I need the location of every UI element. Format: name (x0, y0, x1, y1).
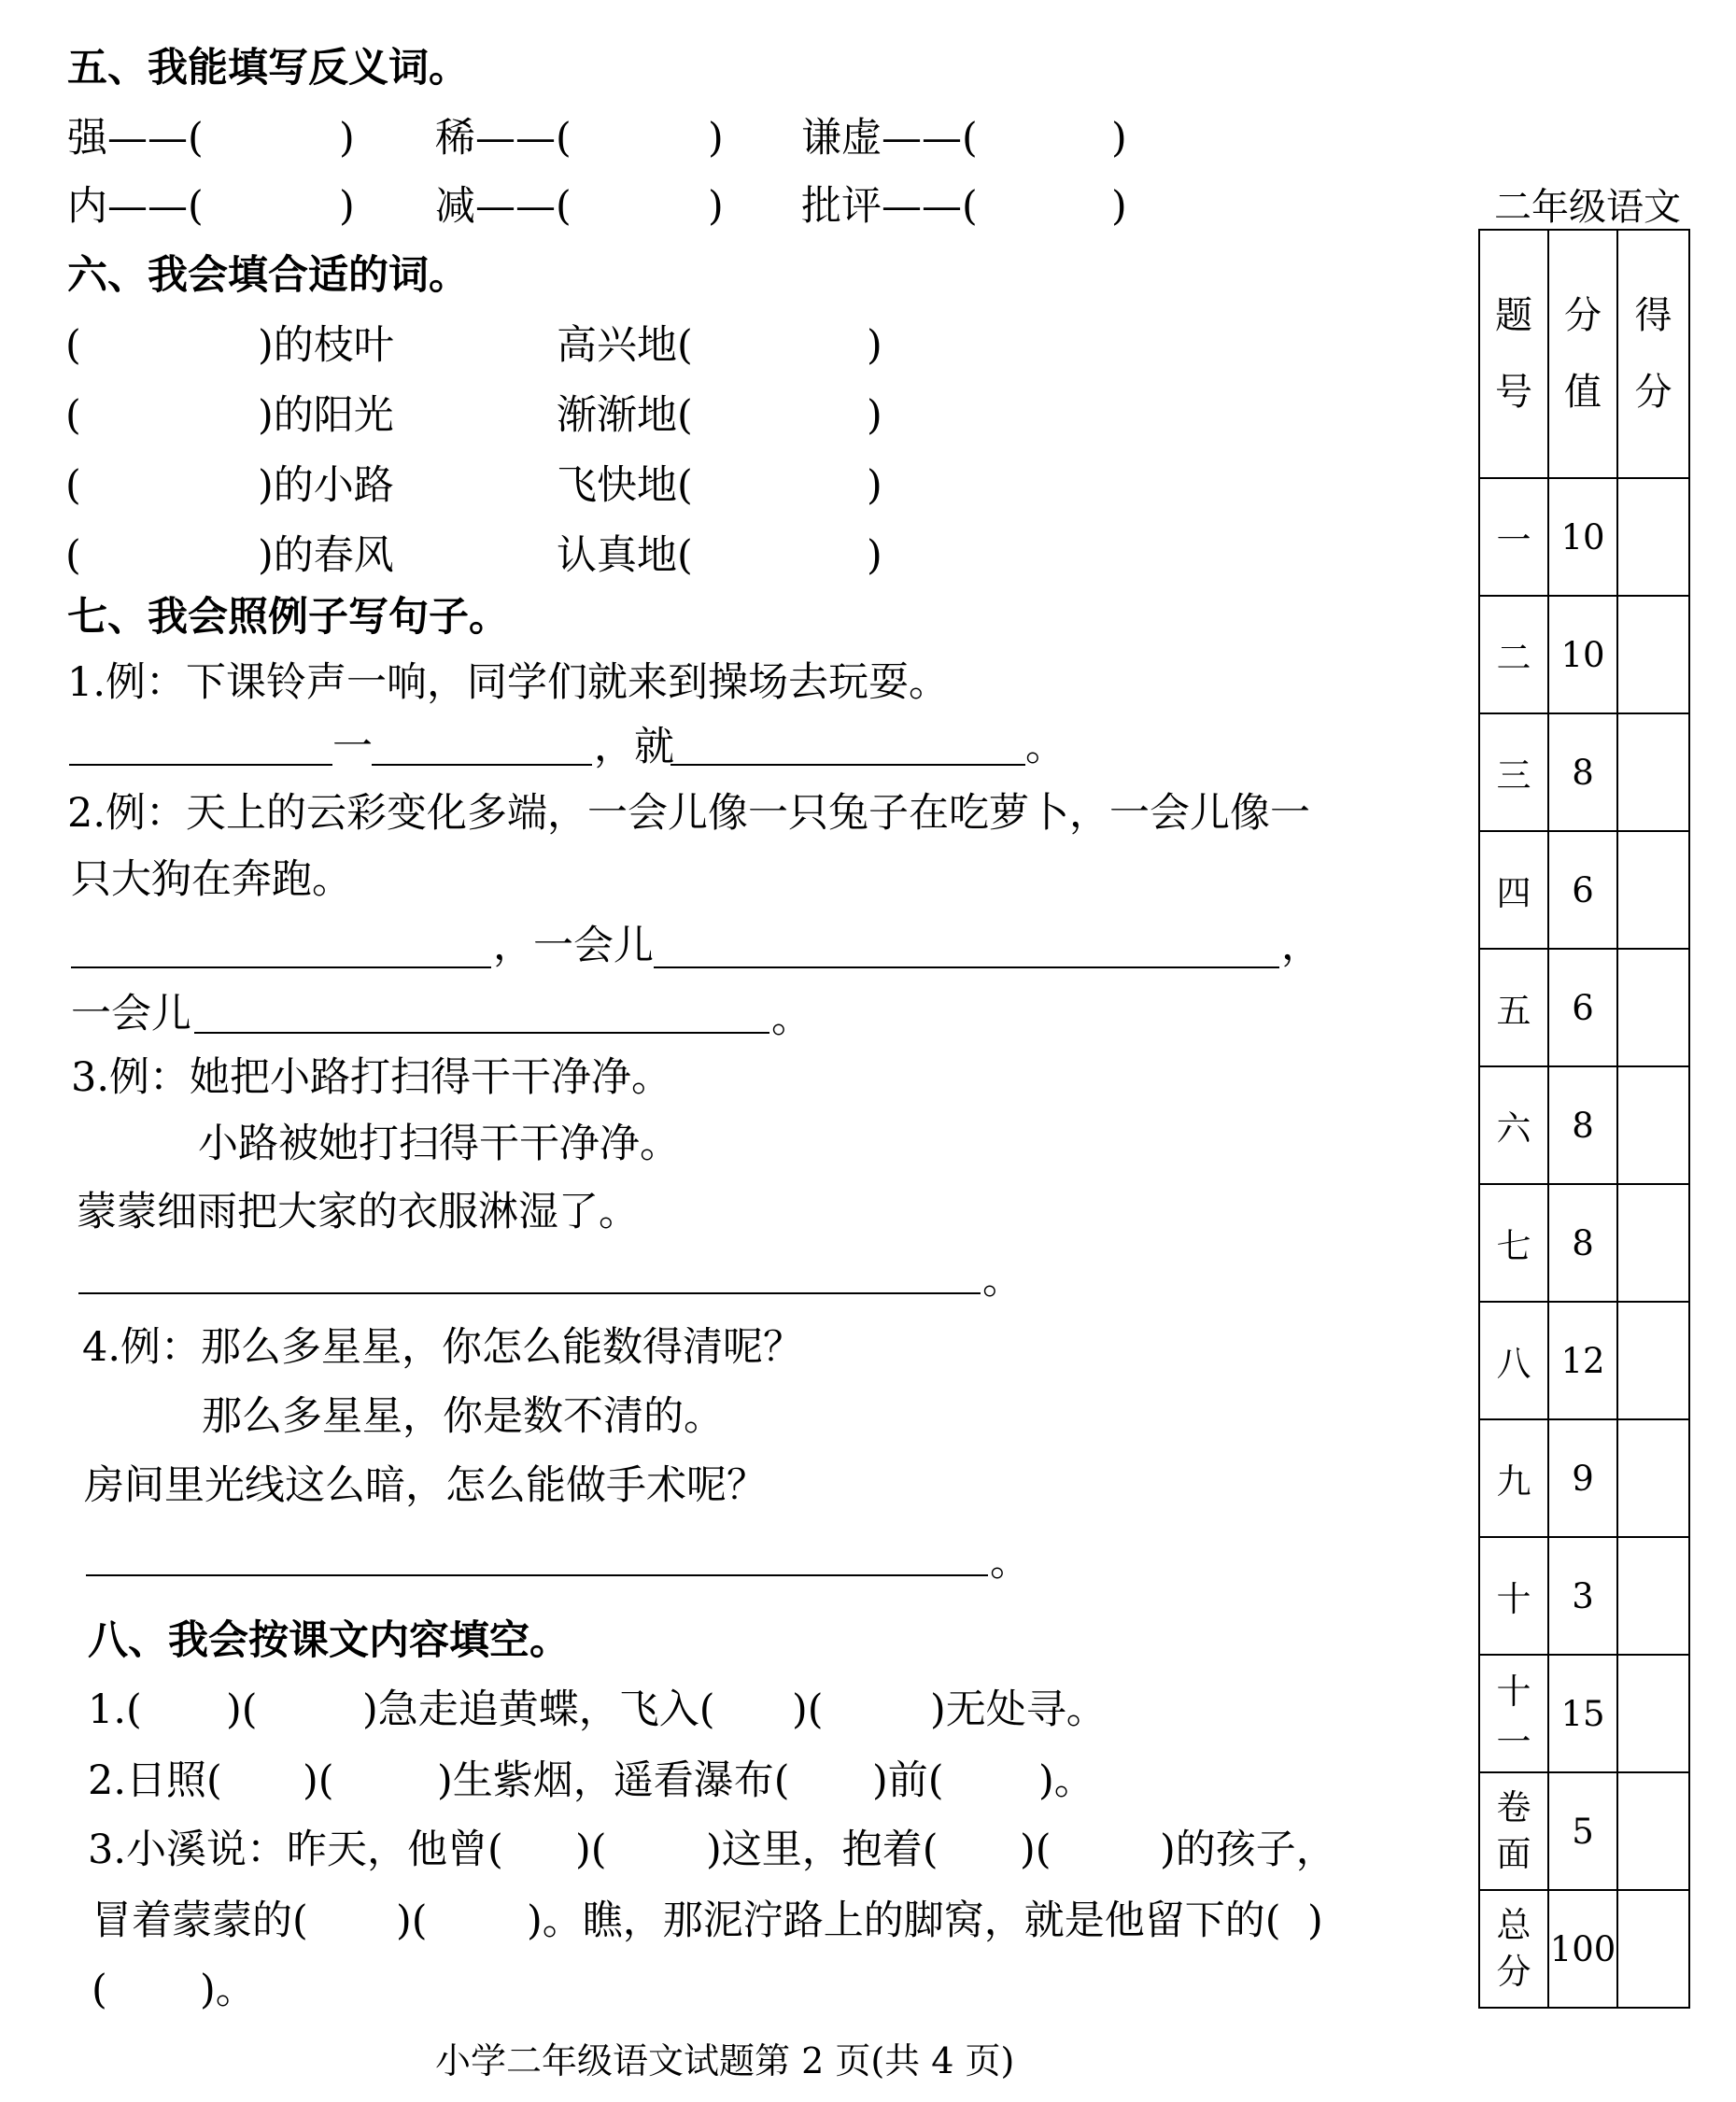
score-row (1479, 1184, 1689, 1302)
recite-4-c: )。瞧，那泥泞路上的脚窝，就是他留下的( (527, 1897, 1281, 1944)
fill-word-4-open: 渐渐地( (557, 392, 693, 439)
score-table (1478, 229, 1690, 2009)
question-number: 卷 面 (1479, 1772, 1548, 1890)
points-value: 8 (1548, 713, 1617, 831)
score-row (1479, 1537, 1689, 1655)
score-row (1479, 1302, 1689, 1419)
fill-word-7-open: ( (65, 532, 81, 579)
score-row (1479, 713, 1689, 831)
example-4-end: 。 (990, 1539, 1030, 1586)
fill-word-1-close: )的枝叶 (258, 322, 394, 369)
antonym-1-open: 强——( (67, 115, 204, 162)
antonym-6-close: ) (1111, 183, 1127, 230)
recite-1-a: 1.( (88, 1686, 142, 1733)
recite-4-a: 冒着蒙蒙的( (92, 1897, 308, 1944)
antonym-2-open: 稀——( (435, 115, 572, 162)
example-2-fill-yihuier-2: 一会儿 (71, 991, 191, 1037)
score-cell[interactable] (1617, 1890, 1689, 2008)
score-cell[interactable] (1617, 1772, 1689, 1890)
section-8-title: 八、我会按课文内容填空。 (88, 1617, 570, 1664)
recite-5-b: )。 (200, 1967, 256, 2013)
score-row (1479, 478, 1689, 596)
example-1: 1.例：下课铃声一响，同学们就来到操场去玩耍。 (67, 659, 950, 706)
score-table-header (1479, 230, 1689, 478)
score-row (1479, 1066, 1689, 1184)
page-footer: 小学二年级语文试题第 2 页(共 4 页) (435, 2040, 1015, 2081)
example-2-line-1: 2.例：天上的云彩变化多端，一会儿像一只兔子在吃萝卜，一会儿像一 (67, 790, 1311, 837)
antonym-5-open: 减——( (435, 183, 572, 230)
example-2-fill-yihuier: ，一会儿 (493, 923, 654, 969)
score-row (1479, 949, 1689, 1066)
antonym-5-close: ) (708, 183, 724, 230)
example-4-line-1: 4.例：那么多星星，你怎么能数得清呢？ (82, 1324, 804, 1371)
header-score: 得 分 (1617, 230, 1689, 478)
question-number: 总 分 (1479, 1890, 1548, 2008)
section-7-title: 七、我会照例子写句子。 (67, 594, 509, 641)
score-cell[interactable] (1617, 596, 1689, 713)
example-3-line-1: 3.例：她把小路打扫得干干净净。 (71, 1054, 672, 1101)
points-value: 6 (1548, 949, 1617, 1066)
fill-word-1-open: ( (65, 322, 81, 369)
points-value: 3 (1548, 1537, 1617, 1655)
section-5-title: 五、我能填写反义词。 (67, 45, 469, 92)
section-6-title: 六、我会填合适的词。 (67, 252, 469, 299)
recite-1-b: )( (226, 1686, 258, 1733)
recite-2-c: )生紫烟，遥看瀑布( (437, 1757, 790, 1804)
example-4-question: 房间里光线这么暗，怎么能做手术呢？ (84, 1462, 767, 1509)
points-value: 100 (1548, 1890, 1617, 2008)
question-number: 二 (1479, 596, 1548, 713)
example-3-question: 蒙蒙细雨把大家的衣服淋湿了。 (77, 1189, 639, 1235)
recite-2-a: 2.日照( (88, 1757, 222, 1804)
recite-2-e: )。 (1038, 1757, 1094, 1804)
antonym-4-open: 内——( (67, 183, 204, 230)
question-number: 十一 (1479, 1655, 1548, 1772)
score-cell[interactable] (1617, 949, 1689, 1066)
fill-word-3-open: ( (65, 392, 81, 439)
score-row (1479, 831, 1689, 949)
example-1-fill-yi: 一 (332, 724, 373, 770)
score-cell[interactable] (1617, 713, 1689, 831)
answer-blank[interactable] (372, 764, 592, 766)
question-number: 七 (1479, 1184, 1548, 1302)
fill-word-2-close: ) (867, 322, 882, 369)
recite-4-d: ) (1307, 1897, 1323, 1944)
answer-blank[interactable] (78, 1292, 981, 1294)
example-2-fill-comma: ， (1281, 923, 1321, 969)
recite-3-d: )( (1020, 1827, 1051, 1873)
score-cell[interactable] (1617, 1066, 1689, 1184)
recite-5-a: ( (92, 1967, 107, 2013)
score-cell[interactable] (1617, 478, 1689, 596)
fill-word-8-close: ) (867, 532, 882, 579)
score-table-title: 二年级语文 (1494, 186, 1681, 229)
antonym-2-close: ) (708, 115, 724, 162)
fill-word-6-close: ) (867, 462, 882, 509)
antonym-4-close: ) (339, 183, 355, 230)
example-1-fill-end: 。 (1025, 724, 1066, 770)
score-row (1479, 596, 1689, 713)
points-value: 9 (1548, 1419, 1617, 1537)
question-number: 八 (1479, 1302, 1548, 1419)
points-value: 10 (1548, 478, 1617, 596)
antonym-6-open: 批评——( (801, 183, 978, 230)
question-number: 四 (1479, 831, 1548, 949)
points-value: 8 (1548, 1066, 1617, 1184)
points-value: 10 (1548, 596, 1617, 713)
score-row (1479, 1772, 1689, 1890)
example-4-line-2: 那么多星星，你是数不清的。 (202, 1393, 724, 1440)
example-1-fill-jiu: ，就 (594, 724, 674, 770)
recite-4-b: )( (396, 1897, 428, 1944)
recite-3-b: )( (575, 1827, 607, 1873)
recite-3-e: )的孩子， (1160, 1827, 1336, 1873)
score-row (1479, 1655, 1689, 1772)
answer-blank[interactable] (654, 966, 1279, 968)
score-cell[interactable] (1617, 1419, 1689, 1537)
question-number: 三 (1479, 713, 1548, 831)
answer-blank[interactable] (86, 1574, 988, 1576)
question-number: 十 (1479, 1537, 1548, 1655)
answer-blank[interactable] (69, 764, 332, 766)
example-3-end: 。 (982, 1257, 1023, 1304)
fill-word-2-open: 高兴地( (557, 322, 693, 369)
score-cell[interactable] (1617, 1655, 1689, 1772)
question-number: 九 (1479, 1419, 1548, 1537)
points-value: 5 (1548, 1772, 1617, 1890)
fill-word-5-close: )的小路 (258, 462, 394, 509)
fill-word-5-open: ( (65, 462, 81, 509)
example-3-line-2: 小路被她打扫得干干净净。 (198, 1121, 680, 1167)
points-value: 6 (1548, 831, 1617, 949)
recite-2-d: )前( (872, 1757, 944, 1804)
recite-1-d: )( (792, 1686, 824, 1733)
points-value: 15 (1548, 1655, 1617, 1772)
fill-word-8-open: 认真地( (557, 532, 693, 579)
score-cell[interactable] (1617, 1537, 1689, 1655)
question-number: 六 (1479, 1066, 1548, 1184)
header-question-number: 题 号 (1479, 230, 1548, 478)
recite-3-c: )这里，抱着( (706, 1827, 939, 1873)
score-row (1479, 1890, 1689, 2008)
question-number: 一 (1479, 478, 1548, 596)
fill-word-4-close: ) (867, 392, 882, 439)
score-row (1479, 1419, 1689, 1537)
answer-blank[interactable] (71, 966, 491, 968)
answer-blank[interactable] (670, 764, 1025, 766)
recite-1-e: )无处寻。 (930, 1686, 1107, 1733)
fill-word-7-close: )的春风 (258, 532, 394, 579)
score-cell[interactable] (1617, 1184, 1689, 1302)
example-2-line-2: 只大狗在奔跑。 (71, 856, 352, 903)
antonym-1-close: ) (339, 115, 355, 162)
example-2-fill-end: 。 (771, 995, 812, 1042)
score-cell[interactable] (1617, 831, 1689, 949)
antonym-3-open: 谦虚——( (801, 115, 978, 162)
recite-3-a: 3.小溪说：昨天，他曾( (88, 1827, 503, 1873)
answer-blank[interactable] (194, 1032, 769, 1034)
recite-1-c: )急走追黄蝶，飞入( (362, 1686, 715, 1733)
question-number: 五 (1479, 949, 1548, 1066)
points-value: 12 (1548, 1302, 1617, 1419)
score-cell[interactable] (1617, 1302, 1689, 1419)
antonym-3-close: ) (1111, 115, 1127, 162)
fill-word-3-close: )的阳光 (258, 392, 394, 439)
points-value: 8 (1548, 1184, 1617, 1302)
header-points: 分 值 (1548, 230, 1617, 478)
fill-word-6-open: 飞快地( (557, 462, 693, 509)
recite-2-b: )( (303, 1757, 334, 1804)
